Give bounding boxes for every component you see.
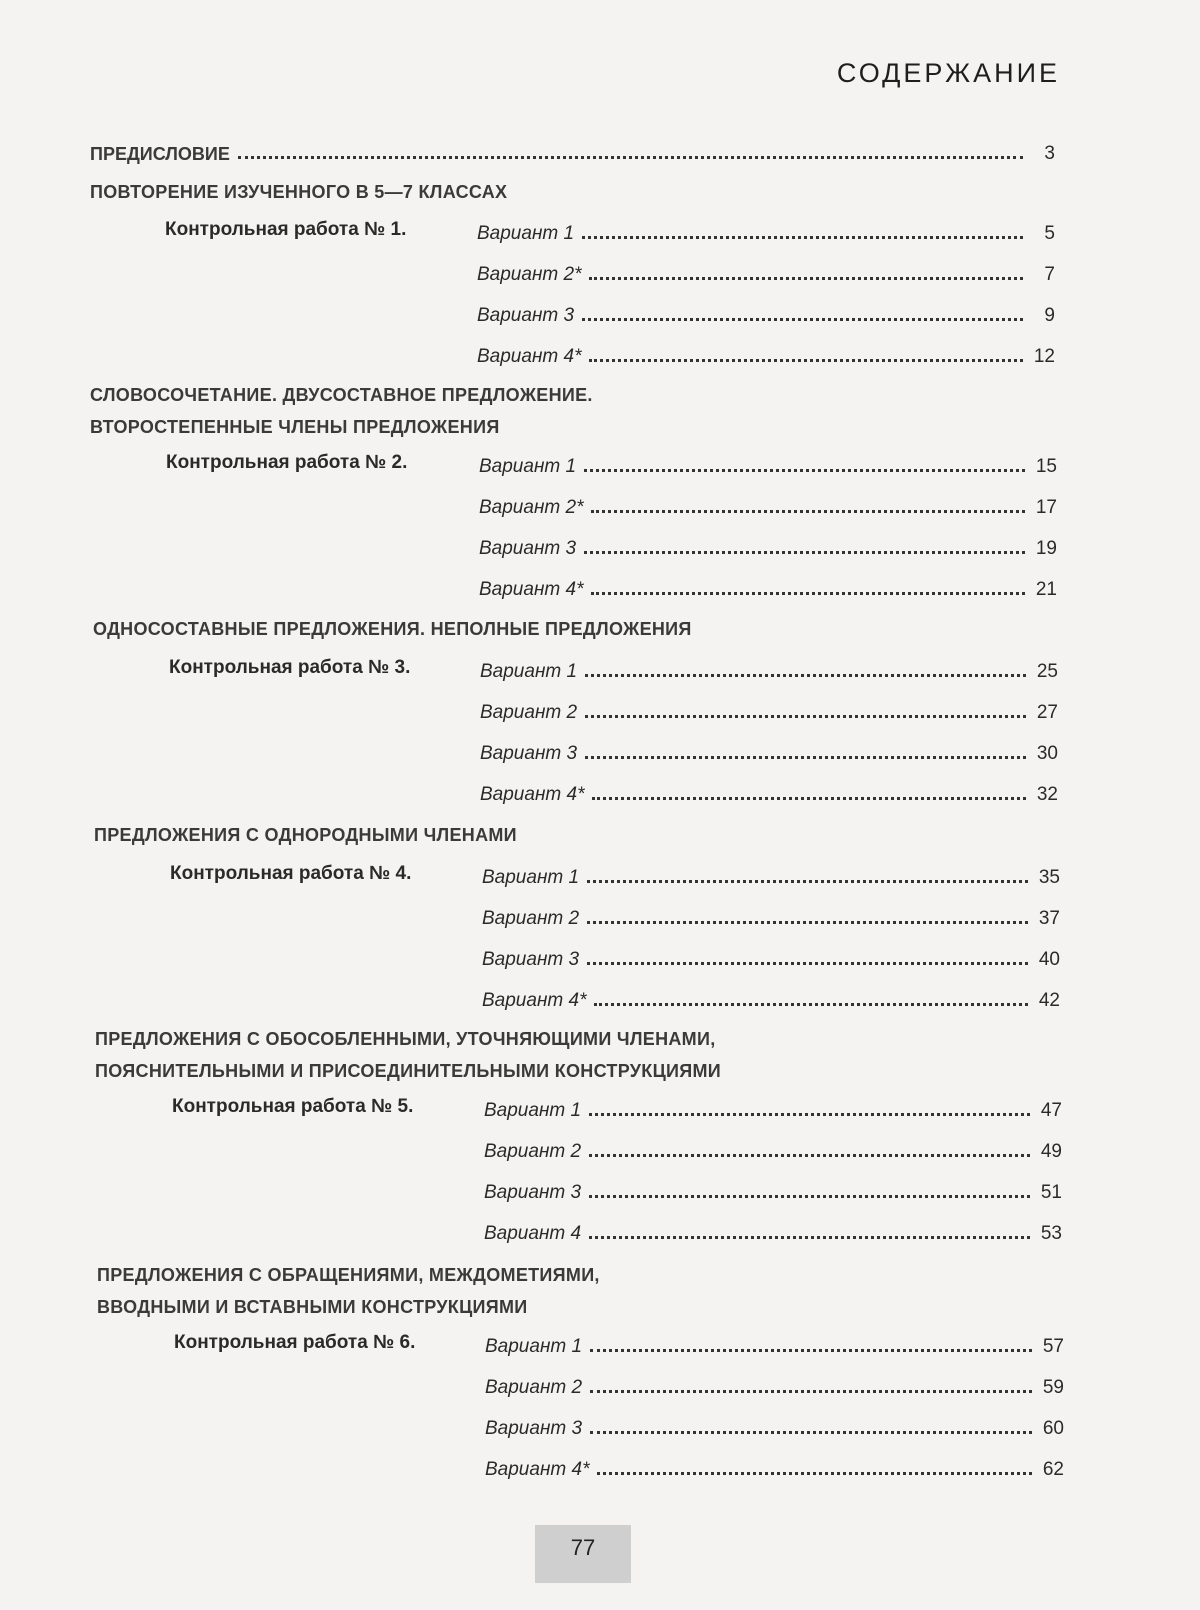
variant-page: 12 (1033, 346, 1055, 367)
variant-label: Вариант 4* (477, 346, 582, 367)
variant-page: 19 (1035, 538, 1057, 559)
variant-label: Вариант 3 (479, 538, 577, 559)
variant-page: 37 (1038, 908, 1060, 929)
leader-dots (594, 1003, 1028, 1006)
variant-label: Вариант 3 (480, 743, 578, 764)
variant-page: 15 (1035, 456, 1057, 477)
variant-entry (484, 1133, 1062, 1163)
variant-page: 47 (1040, 1100, 1062, 1121)
variant-label: Вариант 4* (485, 1459, 590, 1480)
leader-dots (590, 1349, 1032, 1352)
variant-page: 59 (1042, 1377, 1064, 1398)
section-title: СЛОВОСОЧЕТАНИЕ. ДВУСОСТАВНОЕ ПРЕДЛОЖЕНИЕ. (90, 385, 593, 405)
variant-page: 27 (1036, 702, 1058, 723)
variant-entry (479, 530, 1057, 560)
variant-entry (485, 1451, 1064, 1481)
variant-page: 49 (1040, 1141, 1062, 1162)
variant-entry (479, 489, 1057, 519)
leader-dots (589, 1195, 1030, 1198)
variant-entry (482, 859, 1060, 889)
test-work-label: Контрольная работа № 4. (170, 863, 412, 884)
variant-entry (480, 653, 1058, 683)
variant-page: 40 (1038, 949, 1060, 970)
leader-dots (584, 551, 1025, 554)
leader-dots (589, 359, 1023, 362)
variant-entry (485, 1328, 1064, 1358)
variant-label: Вариант 3 (477, 305, 575, 326)
variant-label: Вариант 1 (485, 1336, 583, 1357)
variant-page: 35 (1038, 867, 1060, 888)
variant-entry (477, 215, 1055, 245)
variant-entry (482, 941, 1060, 971)
variant-label: Вариант 2* (477, 264, 582, 285)
section-title: ПРЕДЛОЖЕНИЯ С ОДНОРОДНЫМИ ЧЛЕНАМИ (94, 825, 517, 845)
section-title: ПОВТОРЕНИЕ ИЗУЧЕННОГО В 5—7 КЛАССАХ (90, 182, 508, 202)
variant-entry (480, 694, 1058, 724)
leader-dots (597, 1472, 1032, 1475)
leader-dots (590, 1431, 1032, 1434)
section-title: ВТОРОСТЕПЕННЫЕ ЧЛЕНЫ ПРЕДЛОЖЕНИЯ (90, 417, 500, 437)
variant-entry (484, 1174, 1062, 1204)
variant-label: Вариант 2* (479, 497, 584, 518)
leader-dots (591, 510, 1025, 513)
variant-entry (482, 900, 1060, 930)
leader-dots (592, 797, 1026, 800)
variant-page: 42 (1038, 990, 1060, 1011)
variant-label: Вариант 3 (484, 1182, 582, 1203)
variant-page: 60 (1042, 1418, 1064, 1439)
toc-title: СОДЕРЖАНИЕ (836, 58, 1060, 88)
variant-entry (480, 735, 1058, 765)
variant-page: 30 (1036, 743, 1058, 764)
variant-entry (485, 1369, 1064, 1399)
variant-label: Вариант 4* (479, 579, 584, 600)
variant-entry (477, 256, 1055, 286)
leader-dots (587, 921, 1028, 924)
variant-page: 5 (1044, 223, 1055, 244)
variant-entry (484, 1092, 1062, 1122)
variant-label: Вариант 4 (484, 1223, 582, 1244)
leader-dots (587, 880, 1028, 883)
variant-label: Вариант 3 (482, 949, 580, 970)
variant-entry (477, 297, 1055, 327)
variant-page: 51 (1040, 1182, 1062, 1203)
test-work-label: Контрольная работа № 5. (172, 1096, 414, 1117)
section-title: ПРЕДЛОЖЕНИЯ С ОБОСОБЛЕННЫМИ, УТОЧНЯЮЩИМИ ЧЛЕНАМИ, (95, 1029, 716, 1049)
variant-page: 62 (1042, 1459, 1064, 1480)
variant-label: Вариант 1 (482, 867, 580, 888)
leader-dots (587, 962, 1028, 965)
variant-entry (479, 448, 1057, 478)
test-work-label: Контрольная работа № 6. (174, 1332, 416, 1353)
variant-label: Вариант 2 (484, 1141, 582, 1162)
preface-label: ПРЕДИСЛОВИЕ (90, 144, 230, 164)
variant-page: 25 (1036, 661, 1058, 682)
leader-dots (589, 1236, 1030, 1239)
preface-entry (90, 135, 1055, 165)
variant-page: 7 (1044, 264, 1055, 285)
test-work-label: Контрольная работа № 2. (166, 452, 408, 473)
variant-entry (484, 1215, 1062, 1245)
leader-dots (582, 236, 1023, 239)
variant-entry (477, 338, 1055, 368)
test-work-label: Контрольная работа № 3. (169, 657, 411, 678)
variant-page: 9 (1044, 305, 1055, 326)
leader-dots (589, 277, 1023, 280)
test-work-label: Контрольная работа № 1. (165, 219, 407, 240)
leader-dots (590, 1390, 1032, 1393)
variant-entry (482, 982, 1060, 1012)
variant-label: Вариант 1 (477, 223, 575, 244)
variant-label: Вариант 4* (482, 990, 587, 1011)
page-number: 77 (535, 1525, 631, 1583)
preface-page: 3 (1044, 143, 1055, 164)
leader-dots (589, 1113, 1030, 1116)
variant-entry (480, 776, 1058, 806)
leader-dots (585, 674, 1026, 677)
section-title: ПРЕДЛОЖЕНИЯ С ОБРАЩЕНИЯМИ, МЕЖДОМЕТИЯМИ, (97, 1265, 600, 1285)
leader-dots (582, 318, 1023, 321)
section-title: ВВОДНЫМИ И ВСТАВНЫМИ КОНСТРУКЦИЯМИ (97, 1297, 528, 1317)
variant-label: Вариант 1 (484, 1100, 582, 1121)
variant-label: Вариант 4* (480, 784, 585, 805)
variant-label: Вариант 1 (479, 456, 577, 477)
leader-dots (585, 715, 1026, 718)
variant-page: 32 (1036, 784, 1058, 805)
section-title: ПОЯСНИТЕЛЬНЫМИ И ПРИСОЕДИНИТЕЛЬНЫМИ КОНСТРУКЦИЯМИ (95, 1061, 722, 1081)
leader-dots (589, 1154, 1030, 1157)
variant-label: Вариант 2 (480, 702, 578, 723)
section-title: ОДНОСОСТАВНЫЕ ПРЕДЛОЖЕНИЯ. НЕПОЛНЫЕ ПРЕДЛОЖЕНИЯ (93, 619, 692, 639)
variant-label: Вариант 2 (482, 908, 580, 929)
variant-entry (479, 571, 1057, 601)
leader-dots (585, 756, 1026, 759)
variant-page: 57 (1042, 1336, 1064, 1357)
variant-entry (485, 1410, 1064, 1440)
variant-page: 17 (1035, 497, 1057, 518)
variant-label: Вариант 3 (485, 1418, 583, 1439)
variant-page: 21 (1035, 579, 1057, 600)
variant-label: Вариант 1 (480, 661, 578, 682)
leader-dots (238, 156, 1023, 159)
variant-label: Вариант 2 (485, 1377, 583, 1398)
leader-dots (591, 592, 1025, 595)
leader-dots (584, 469, 1025, 472)
variant-page: 53 (1040, 1223, 1062, 1244)
